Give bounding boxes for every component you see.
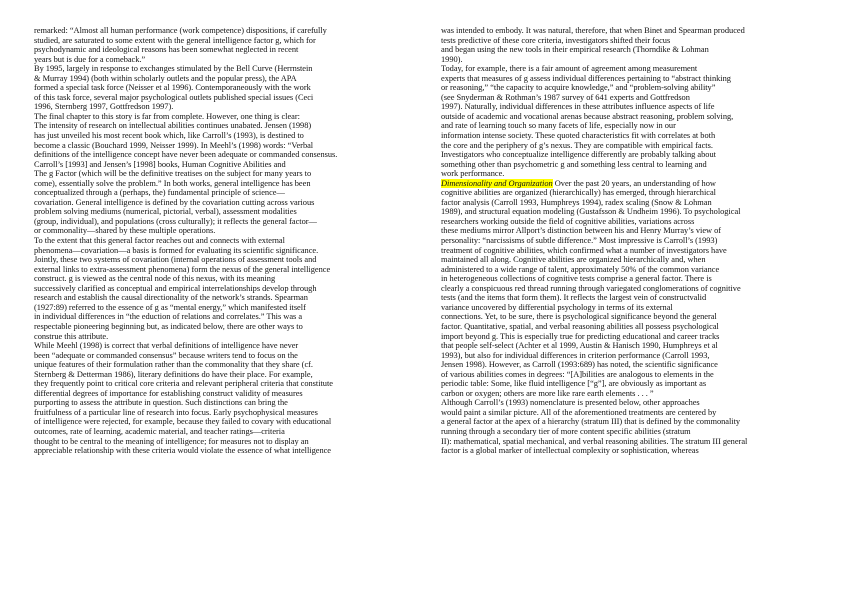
text-line: would paint a similar picture. All of the aforementioned treatments are centered by xyxy=(441,407,717,417)
text-line: treatment of cognitive abilities, which confirmed what a number of investigators have xyxy=(441,245,727,255)
text-line: research and establish the causal directionality of the network’s strands. Spearman xyxy=(34,293,308,303)
text-line: covariation. General intelligence is defined by the covariation cutting across various xyxy=(34,197,315,207)
text-line: & Murray 1994) (both within scholarly outlets and the popular press), the APA xyxy=(34,73,297,83)
text-line: appreciable relationship with these criteria would violate the essence of what intelligence xyxy=(34,446,332,456)
text-line: Although Carroll’s (1993) nomenclature is presented below, other approaches xyxy=(441,398,700,408)
text-line: in heterogeneous collections of cognitive tests comprise a general factor. There is xyxy=(441,274,712,284)
text-line: years but is due for a comeback.” xyxy=(34,54,146,64)
text-line: information intense society. These quoted characteristics fit with correlates at both xyxy=(441,131,716,141)
text-line: Jensen 1998). However, as Carroll (1993:689) has noted, the scientific significance xyxy=(441,360,718,370)
text-line: While Meehl (1998) is correct that verbal definitions of intelligence have never xyxy=(34,341,299,351)
text-line: fruitfulness of a particular line of research into focus. Early psychophysical measures xyxy=(34,407,318,417)
text-line: (group, individual), and populations (cross culturally); it reflects the general factor— xyxy=(34,216,317,226)
text-line: (1927:89) referred to the essence of g as “mental energy,” which manifested itself xyxy=(34,302,306,312)
text-line: clearly a conspicuous red thread running through variegated conglomerations of cognitive xyxy=(441,283,741,293)
text-line: The final chapter to this story is far from complete. However, one thing is clear: xyxy=(34,111,300,121)
text-line: work performance. xyxy=(441,169,505,179)
text-line: tests (and the items that form them). It reflects the largest vein of constructvalid xyxy=(441,293,707,303)
text-line: Sternberg & Detterman 1986), literary definitions do have their place. For example, xyxy=(34,369,313,379)
text-line: differential degrees of importance for establishing construct validity of measures xyxy=(34,388,303,398)
text-line: Today, for example, there is a fair amount of agreement among measurement xyxy=(441,64,698,74)
text-line: periodic table: Some, like fluid intelligence [“g”], are obviously as important as xyxy=(441,379,707,389)
text-line: become a classic (Bouchard 1999, Neisser 1999). In Meehl’s (1998) words: “Verbal xyxy=(34,140,314,150)
text-line: was intended to embody. It was natural, therefore, that when Binet and Spearman produced xyxy=(441,26,745,35)
text-line: unique features of their formulation rather than the commonality that they share (cf. xyxy=(34,360,313,370)
right-column xyxy=(441,26,839,456)
section-heading: Dimensionality and Organization xyxy=(441,178,553,188)
text-line: something other than psychometric g and something less central to learning and xyxy=(441,159,707,169)
text-line: conceptualized through a (perhaps, the) fundamental principle of science— xyxy=(34,188,285,198)
text-line: outcomes, rate of learning, academic material, and teacher ratings—criteria xyxy=(34,426,285,436)
text-line: factor analysis (Carroll 1993, Humphreys 1994), radex scaling (Snow & Lohman xyxy=(441,197,712,207)
text-line: successively clarified as conceptual and empirical interrelationships develop through xyxy=(34,283,317,293)
text-line: has just unveiled his most recent book which, like Carroll’s (1993), is destined to xyxy=(34,131,304,141)
text-line: of intelligence were rejected, for example, because they failed to covary with educational xyxy=(34,417,332,427)
text-line: psychodynamic and ideological reasons has been somewhat neglected in recent xyxy=(34,45,299,55)
text-line: factor is a global marker of intellectual complexity or sophistication, whereas xyxy=(441,446,699,456)
text-line: phenomena—covariation—a basis is formed for evaluating its scientific significance. xyxy=(34,245,319,255)
text-line: construe this attribute. xyxy=(34,331,109,341)
text-line: been “adequate or commanded consensus” because writers tend to focus on the xyxy=(34,350,298,360)
text-line: Jointly, these two systems of covariation (internal operations of assessment tools and xyxy=(34,255,317,265)
text-line: 1996, Sternberg 1997, Gottfredson 1997). xyxy=(34,102,174,112)
text-line: of various abilities comes in degrees: “[A]bilities are analogous to elements in the xyxy=(441,369,714,379)
text-line: definitions of the intelligence concept have never been adequate or commanded consensus. xyxy=(34,150,338,160)
text-line: The g Factor (which will be the definitive treatises on the subject for many years to xyxy=(34,169,312,179)
text-line: Investigators who conceptualize intelligence differently are probably talking about xyxy=(441,150,716,160)
text-line: respectable pioneering beginning but, as indicated below, there are other ways to xyxy=(34,321,303,331)
right-column-top xyxy=(441,26,839,179)
text-line: connections. Yet, to be sure, there is psychological significance beyond the general xyxy=(441,312,717,322)
text-line: they frequently point to critical core criteria and relevant peripheral criteria that constitute xyxy=(34,379,333,389)
text-line: and rate of learning touch so many facets of life, especially now in our xyxy=(441,121,676,131)
text-line: tests predictive of these core criteria, investigators shifted their focus xyxy=(441,35,671,45)
text-line: remarked: “Almost all human performance (work competence) dispositions, if carefully xyxy=(34,26,327,35)
text-line: personality: “narcissisms of subtle difference.” Most impressive is Carroll’s (1993) xyxy=(441,236,718,246)
text-line: carbon or oxygen; others are more like rare earth elements . . . ” xyxy=(441,388,654,398)
text-line: and began using the new tools in their empirical research (Thorndike & Lohman xyxy=(441,45,709,55)
text-line: 1997). Naturally, individual differences in these attributes influence aspects of life xyxy=(441,102,715,112)
text-line: (see Snyderman & Rothman’s 1987 survey of 641 experts and Gottfredson xyxy=(441,92,690,102)
text-line: maintained all along. Cognitive abilities are organized hierarchically and, when xyxy=(441,255,706,265)
left-column xyxy=(34,26,432,456)
text-line: factor. Quantitative, spatial, and verbal reasoning abilities all possess psychological xyxy=(441,321,719,331)
text-line: outside of academic and vocational arenas because abstract reasoning, problem solving, xyxy=(441,111,734,121)
text-line: that people self-select (Achter et al 1999, Austin & Hanisch 1990, Humphreys et al xyxy=(441,341,718,351)
text-line: external links to extra-assessment phenomena) form the nexus of the general intelligence xyxy=(34,264,331,274)
text-line: variance uncovered by differential psychology in terms of its external xyxy=(441,302,673,312)
text-line: come), essentially solve the problem.” In both works, general intelligence has been xyxy=(34,178,311,188)
text-line: By 1995, largely in response to exchanges stimulated by the Bell Curve (Herrnstein xyxy=(34,64,313,74)
text-line: studied, are saturated to some extent with the general intelligence factor g, which for xyxy=(34,35,316,45)
text-line: researchers working outside the field of cognitive abilities, variations across xyxy=(441,216,695,226)
text-line: administered to a wide range of talent, approximately 50% of the common variance xyxy=(441,264,720,274)
text-line: cognitive abilities are organized (hierarchically) has emerged, through hierarchical xyxy=(441,188,716,198)
right-column-bottom xyxy=(441,188,839,455)
text-line: the core and the periphery of g’s nexus. They are compatible with empirical facts. xyxy=(441,140,713,150)
text-line: or commonality—shared by these multiple operations. xyxy=(34,226,216,236)
text-line: of this task force, several major psychological outlets published special issues (Ceci xyxy=(34,92,314,102)
text-line: 1990). xyxy=(441,54,463,64)
text-line: Carroll’s [1993] and Jensen’s [1998] books, Human Cognitive Abilities and xyxy=(34,159,286,169)
text-line: import beyond g. This is especially true for predicting educational and career tracks xyxy=(441,331,720,341)
text-line: II): mathematical, spatial mechanical, and verbal reasoning abilities. The stratum III general xyxy=(441,436,748,446)
text-line: construct. g is viewed as the central node of this nexus, with its meaning xyxy=(34,274,276,284)
text-line: in individual differences in “the eduction of relations and correlates.” This was a xyxy=(34,312,303,322)
text-line: formed a special task force (Neisser et al 1996). Contemporaneously with the work xyxy=(34,83,311,93)
text-line: a general factor at the apex of a hierarchy (stratum III) that is defined by the commonality xyxy=(441,417,741,427)
text-line: these mediums mirror Allport’s distinction between his and Henry Murray’s view of xyxy=(441,226,722,236)
text-line: The intensity of research on intellectual abilities continues unabated. Jensen (1998) xyxy=(34,121,312,131)
text-line: problem solving mediums (numerical, pictorial, verbal), assessment modalities xyxy=(34,207,297,217)
text-line: or reasoning,” “the capacity to acquire knowledge,” and “problem-solving ability” xyxy=(441,83,716,93)
text-line: running through a secondary tier of more content specific abilities (stratum xyxy=(441,426,691,436)
text-line: 1989), and structural equation modeling (Gustafsson & Undheim 1996). To psychological xyxy=(441,207,741,217)
text-line: experts that measures of g assess individual differences pertaining to “abstract thinking xyxy=(441,73,731,83)
section-heading-line xyxy=(441,179,839,189)
text-line: To the extent that this general factor reaches out and connects with external xyxy=(34,236,285,246)
section-heading-line-rest: Over the past 20 years, an understanding of how xyxy=(552,178,716,188)
text-line: 1993), but also for individual differences in criterion performance (Carroll 1993, xyxy=(441,350,710,360)
text-line: thought to be central to the meaning of intelligence; for measures not to display an xyxy=(34,436,309,446)
text-line: purporting to assess the attribute in question. Such distinctions can bring the xyxy=(34,398,288,408)
